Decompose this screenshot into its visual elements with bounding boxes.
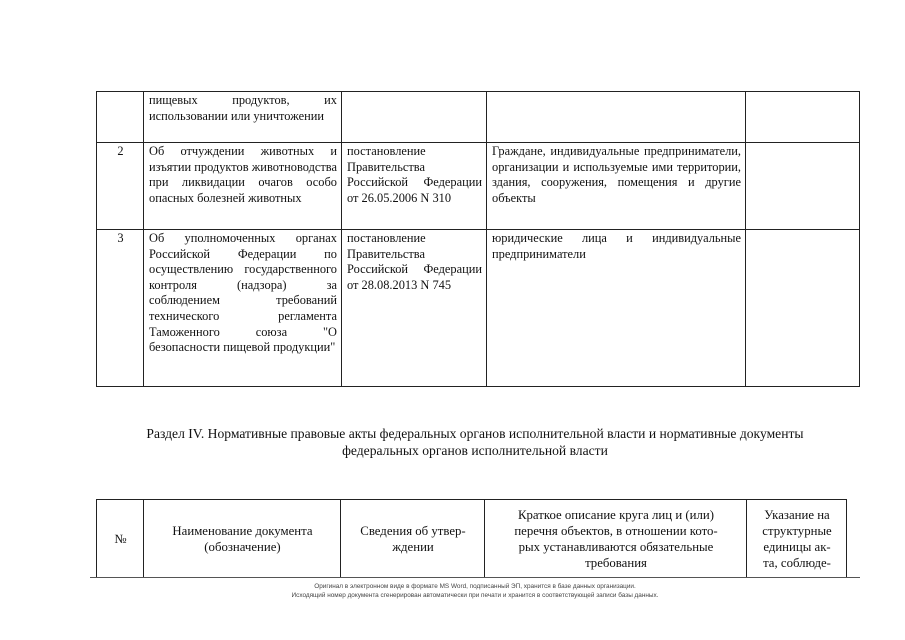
section-title: Раздел IV. Нормативные правовые акты федеральных органов исполнительной власти и нормативные документы федеральных органов исполнительной власти: [146, 426, 804, 458]
footer-divider: [90, 577, 860, 578]
document-name: пищевых продуктов, их использовании или уничтожении: [144, 92, 342, 143]
document-name: Об уполномоченных органах Российской Федерации по осуществлению государственного контроля (надзора) за соблюдением требований технического регламента Таможенного союза "О безопасности пищевой продукции": [144, 230, 342, 387]
header-number: №: [97, 500, 144, 578]
header-scope: Краткое описание круга лиц и (или) перечня объектов, в отношении кото- рых устанавливаются обязательные требования: [485, 500, 747, 578]
documents-table-header: [96, 499, 847, 578]
row-number: 3: [97, 230, 144, 387]
structural-units: [746, 92, 860, 143]
requirements-table: [96, 91, 860, 387]
table-row: [97, 230, 860, 387]
scope-description: юридические лица и индивидуальные предприниматели: [487, 230, 746, 387]
row-number: 2: [97, 143, 144, 230]
footer-line-1: Оригинал в электронном виде в формате MS Word, подписанный ЭП, хранится в базе данных организации.: [314, 583, 636, 590]
structural-units: [746, 230, 860, 387]
header-row: [97, 500, 847, 578]
table-row: [97, 92, 860, 143]
scope-description: [487, 92, 746, 143]
header-approval: Сведения об утвер- ждении: [341, 500, 485, 578]
structural-units: [746, 143, 860, 230]
approval-info: постановление Правительства Российской Федерации от 26.05.2006 N 310: [342, 143, 487, 230]
approval-info: [342, 92, 487, 143]
document-name: Об отчуждении животных и изъятии продуктов животноводства при ликвидации очагов особо опасных болезней животных: [144, 143, 342, 230]
header-structural-units: Указание на структурные единицы ак- та, соблюде-: [747, 500, 847, 578]
scope-description: Граждане, индивидуальные предприниматели, организации и используемые ими территории, здания, сооружения, помещения и другие объекты: [487, 143, 746, 230]
footer-line-2: Исходящий номер документа сгенерирован автоматически при печати и хранится в соответствующей записи базы данных.: [291, 592, 659, 599]
table-row: [97, 143, 860, 230]
row-number: [97, 92, 144, 143]
header-document-name: Наименование документа (обозначение): [144, 500, 341, 578]
approval-info: постановление Правительства Российской Федерации от 28.08.2013 N 745: [342, 230, 487, 387]
